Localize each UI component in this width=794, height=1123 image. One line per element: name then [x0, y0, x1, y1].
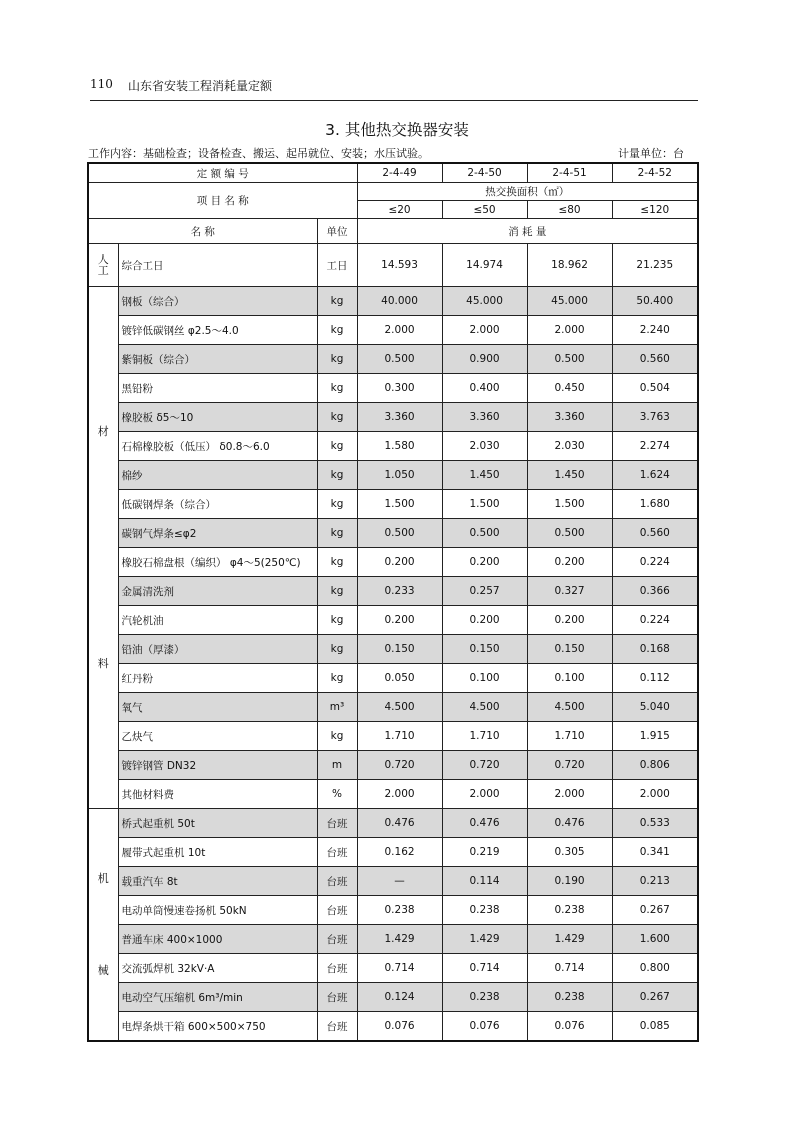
item-value: 0.238	[527, 983, 612, 1012]
item-value: 1.600	[612, 925, 698, 954]
item-value: 0.238	[442, 896, 527, 925]
item-value: 0.076	[527, 1012, 612, 1042]
param-value: ≤80	[527, 201, 612, 219]
item-value: 0.150	[357, 635, 442, 664]
labor-row	[88, 244, 698, 287]
item-value: 50.400	[612, 287, 698, 316]
item-value: 0.076	[357, 1012, 442, 1042]
item-unit: 工日	[317, 244, 357, 287]
item-value: 0.168	[612, 635, 698, 664]
item-value: 4.500	[527, 693, 612, 722]
table-row	[88, 983, 698, 1012]
item-unit: kg	[317, 635, 357, 664]
table-row	[88, 403, 698, 432]
table-row	[88, 519, 698, 548]
category-char: 料	[97, 657, 109, 670]
item-value: 18.962	[527, 244, 612, 287]
item-value: 0.560	[612, 345, 698, 374]
item-value: 2.030	[442, 432, 527, 461]
item-value: 1.624	[612, 461, 698, 490]
item-value: 1.710	[357, 722, 442, 751]
item-value: 0.200	[357, 548, 442, 577]
category-char: 机	[97, 872, 109, 885]
item-value: 0.504	[612, 374, 698, 403]
item-value: 1.500	[527, 490, 612, 519]
item-unit: 台班	[317, 896, 357, 925]
item-value: 0.341	[612, 838, 698, 867]
item-value: 0.714	[527, 954, 612, 983]
item-name: 桥式起重机 50t	[118, 809, 317, 838]
item-value: 21.235	[612, 244, 698, 287]
table-row	[88, 432, 698, 461]
table-row	[88, 1012, 698, 1042]
item-value: 0.500	[357, 345, 442, 374]
item-value: 2.274	[612, 432, 698, 461]
item-value: 0.100	[442, 664, 527, 693]
item-value: 1.500	[442, 490, 527, 519]
item-value: 3.360	[442, 403, 527, 432]
item-unit: kg	[317, 490, 357, 519]
unit-label: 计量单位：台	[618, 147, 684, 160]
item-value: 3.763	[612, 403, 698, 432]
item-value: 45.000	[442, 287, 527, 316]
category-char: 材	[97, 425, 109, 438]
item-unit: 台班	[317, 983, 357, 1012]
table-row	[88, 287, 698, 316]
item-name: 碳钢气焊条≤φ2	[118, 519, 317, 548]
item-value: 0.806	[612, 751, 698, 780]
item-value: 0.190	[527, 867, 612, 896]
category-char: 工	[97, 264, 109, 277]
item-name: 棉纱	[118, 461, 317, 490]
item-value: 2.240	[612, 316, 698, 345]
table-row	[88, 548, 698, 577]
item-unit: kg	[317, 722, 357, 751]
item-value: 0.200	[527, 606, 612, 635]
item-value: 0.076	[442, 1012, 527, 1042]
quota-table	[87, 162, 699, 1042]
item-value: 0.150	[527, 635, 612, 664]
item-value: 0.124	[357, 983, 442, 1012]
item-name: 电动单筒慢速卷扬机 50kN	[118, 896, 317, 925]
table-row	[88, 606, 698, 635]
item-value: 2.000	[442, 780, 527, 809]
item-value: 1.429	[357, 925, 442, 954]
param-value: ≤120	[612, 201, 698, 219]
table-row	[88, 664, 698, 693]
item-name: 汽轮机油	[118, 606, 317, 635]
table-row	[88, 809, 698, 838]
item-unit: kg	[317, 432, 357, 461]
item-name-label: 项 目 名 称	[88, 183, 357, 219]
item-name: 载重汽车 8t	[118, 867, 317, 896]
item-unit: kg	[317, 461, 357, 490]
work-content: 工作内容：基础检查；设备检查、搬运、起吊就位、安装；水压试验。	[88, 147, 429, 160]
item-unit: 台班	[317, 954, 357, 983]
item-value: 0.305	[527, 838, 612, 867]
item-value: 0.720	[357, 751, 442, 780]
item-unit: kg	[317, 316, 357, 345]
item-name: 橡胶石棉盘根（编织） φ4～5(250℃)	[118, 548, 317, 577]
item-value: 5.040	[612, 693, 698, 722]
item-value: 0.219	[442, 838, 527, 867]
item-value: 1.680	[612, 490, 698, 519]
item-unit: kg	[317, 403, 357, 432]
item-value: 0.200	[357, 606, 442, 635]
item-value: 0.267	[612, 896, 698, 925]
quota-code: 2-4-49	[357, 163, 442, 183]
category-labor	[88, 244, 118, 287]
table-row	[88, 316, 698, 345]
item-value: 0.213	[612, 867, 698, 896]
item-value: 1.710	[442, 722, 527, 751]
book-title: 山东省安装工程消耗量定额	[128, 79, 273, 93]
item-value: 2.000	[527, 780, 612, 809]
item-value: —	[357, 867, 442, 896]
item-value: 0.476	[527, 809, 612, 838]
item-value: 0.714	[357, 954, 442, 983]
table-row	[88, 751, 698, 780]
table-row	[88, 693, 698, 722]
item-name: 其他材料费	[118, 780, 317, 809]
section-title: 3. 其他热交换器安装	[325, 121, 469, 139]
table-row	[88, 925, 698, 954]
item-name: 镀锌低碳钢丝 φ2.5～4.0	[118, 316, 317, 345]
item-unit: 台班	[317, 838, 357, 867]
item-unit: kg	[317, 664, 357, 693]
col-consumption-label: 消 耗 量	[357, 219, 698, 244]
item-value: 2.000	[527, 316, 612, 345]
item-name: 红丹粉	[118, 664, 317, 693]
item-value: 0.476	[357, 809, 442, 838]
item-value: 0.800	[612, 954, 698, 983]
item-name: 乙炔气	[118, 722, 317, 751]
item-value: 0.112	[612, 664, 698, 693]
item-value: 0.300	[357, 374, 442, 403]
item-value: 0.224	[612, 606, 698, 635]
table-row	[88, 722, 698, 751]
item-value: 2.030	[527, 432, 612, 461]
item-value: 0.400	[442, 374, 527, 403]
item-value: 14.593	[357, 244, 442, 287]
item-value: 0.233	[357, 577, 442, 606]
item-value: 4.500	[442, 693, 527, 722]
item-value: 0.238	[357, 896, 442, 925]
item-value: 4.500	[357, 693, 442, 722]
item-value: 14.974	[442, 244, 527, 287]
category-materials	[88, 287, 118, 809]
item-value: 0.267	[612, 983, 698, 1012]
param-header-row	[88, 183, 698, 201]
category-machinery	[88, 809, 118, 1042]
table-row	[88, 867, 698, 896]
item-name: 电动空气压缩机 6m³/min	[118, 983, 317, 1012]
item-unit: kg	[317, 374, 357, 403]
item-value: 0.200	[527, 548, 612, 577]
item-unit: 台班	[317, 809, 357, 838]
item-unit: kg	[317, 577, 357, 606]
item-value: 3.360	[527, 403, 612, 432]
table-row	[88, 461, 698, 490]
item-value: 1.500	[357, 490, 442, 519]
item-value: 2.000	[442, 316, 527, 345]
item-name: 氧气	[118, 693, 317, 722]
item-value: 0.224	[612, 548, 698, 577]
item-unit: %	[317, 780, 357, 809]
item-name: 橡胶板 δ5～10	[118, 403, 317, 432]
item-value: 2.000	[357, 780, 442, 809]
item-value: 0.100	[527, 664, 612, 693]
table-row	[88, 780, 698, 809]
item-name: 电焊条烘干箱 600×500×750	[118, 1012, 317, 1042]
quota-code: 2-4-51	[527, 163, 612, 183]
item-value: 0.114	[442, 867, 527, 896]
col-unit-label: 单位	[317, 219, 357, 244]
item-value: 0.200	[442, 606, 527, 635]
table-row	[88, 577, 698, 606]
param-value: ≤50	[442, 201, 527, 219]
item-unit: m	[317, 751, 357, 780]
item-value: 0.238	[527, 896, 612, 925]
item-value: 0.720	[527, 751, 612, 780]
item-unit: 台班	[317, 867, 357, 896]
item-value: 0.900	[442, 345, 527, 374]
item-name: 综合工日	[118, 244, 317, 287]
quota-code-label: 定 额 编 号	[88, 163, 357, 183]
item-name: 金属清洗剂	[118, 577, 317, 606]
item-value: 0.050	[357, 664, 442, 693]
item-unit: kg	[317, 548, 357, 577]
table-row	[88, 635, 698, 664]
item-name: 钢板（综合）	[118, 287, 317, 316]
item-value: 3.360	[357, 403, 442, 432]
item-value: 1.580	[357, 432, 442, 461]
item-unit: kg	[317, 345, 357, 374]
item-value: 0.162	[357, 838, 442, 867]
item-value: 0.200	[442, 548, 527, 577]
item-value: 0.327	[527, 577, 612, 606]
item-value: 2.000	[357, 316, 442, 345]
item-value: 0.533	[612, 809, 698, 838]
item-value: 0.560	[612, 519, 698, 548]
running-header	[90, 74, 698, 101]
item-value: 40.000	[357, 287, 442, 316]
col-name-label: 名 称	[88, 219, 317, 244]
table-row	[88, 896, 698, 925]
item-value: 1.915	[612, 722, 698, 751]
item-name: 铅油（厚漆）	[118, 635, 317, 664]
item-unit: kg	[317, 287, 357, 316]
item-value: 1.710	[527, 722, 612, 751]
category-char: 人	[97, 253, 109, 266]
category-char: 械	[97, 964, 109, 977]
item-value: 0.500	[357, 519, 442, 548]
item-value: 0.257	[442, 577, 527, 606]
item-name: 镀锌钢管 DN32	[118, 751, 317, 780]
item-unit: kg	[317, 606, 357, 635]
item-value: 0.238	[442, 983, 527, 1012]
page-number: 110	[90, 77, 113, 91]
param-label: 热交换面积（㎡）	[357, 183, 698, 201]
item-name: 黑铅粉	[118, 374, 317, 403]
param-value: ≤20	[357, 201, 442, 219]
item-name: 紫铜板（综合）	[118, 345, 317, 374]
item-name: 交流弧焊机 32kV·A	[118, 954, 317, 983]
item-value: 0.500	[527, 519, 612, 548]
table-row	[88, 345, 698, 374]
item-unit: 台班	[317, 1012, 357, 1042]
item-value: 0.085	[612, 1012, 698, 1042]
item-name: 石棉橡胶板（低压） δ0.8～6.0	[118, 432, 317, 461]
item-value: 1.429	[527, 925, 612, 954]
quota-code-row	[88, 163, 698, 183]
table-row	[88, 838, 698, 867]
item-value: 1.429	[442, 925, 527, 954]
item-name: 履带式起重机 10t	[118, 838, 317, 867]
item-value: 0.500	[442, 519, 527, 548]
quota-code: 2-4-52	[612, 163, 698, 183]
item-value: 0.150	[442, 635, 527, 664]
item-name: 普通车床 400×1000	[118, 925, 317, 954]
item-unit: kg	[317, 519, 357, 548]
item-unit: 台班	[317, 925, 357, 954]
item-unit: m³	[317, 693, 357, 722]
item-value: 0.500	[527, 345, 612, 374]
item-value: 0.366	[612, 577, 698, 606]
quota-code: 2-4-50	[442, 163, 527, 183]
table-row	[88, 490, 698, 519]
item-name: 低碳钢焊条（综合）	[118, 490, 317, 519]
item-value: 2.000	[612, 780, 698, 809]
item-value: 0.450	[527, 374, 612, 403]
table-row	[88, 954, 698, 983]
item-value: 1.050	[357, 461, 442, 490]
column-header-row	[88, 219, 698, 244]
item-value: 1.450	[527, 461, 612, 490]
item-value: 0.720	[442, 751, 527, 780]
table-row	[88, 374, 698, 403]
item-value: 0.714	[442, 954, 527, 983]
item-value: 45.000	[527, 287, 612, 316]
item-value: 0.476	[442, 809, 527, 838]
item-value: 1.450	[442, 461, 527, 490]
